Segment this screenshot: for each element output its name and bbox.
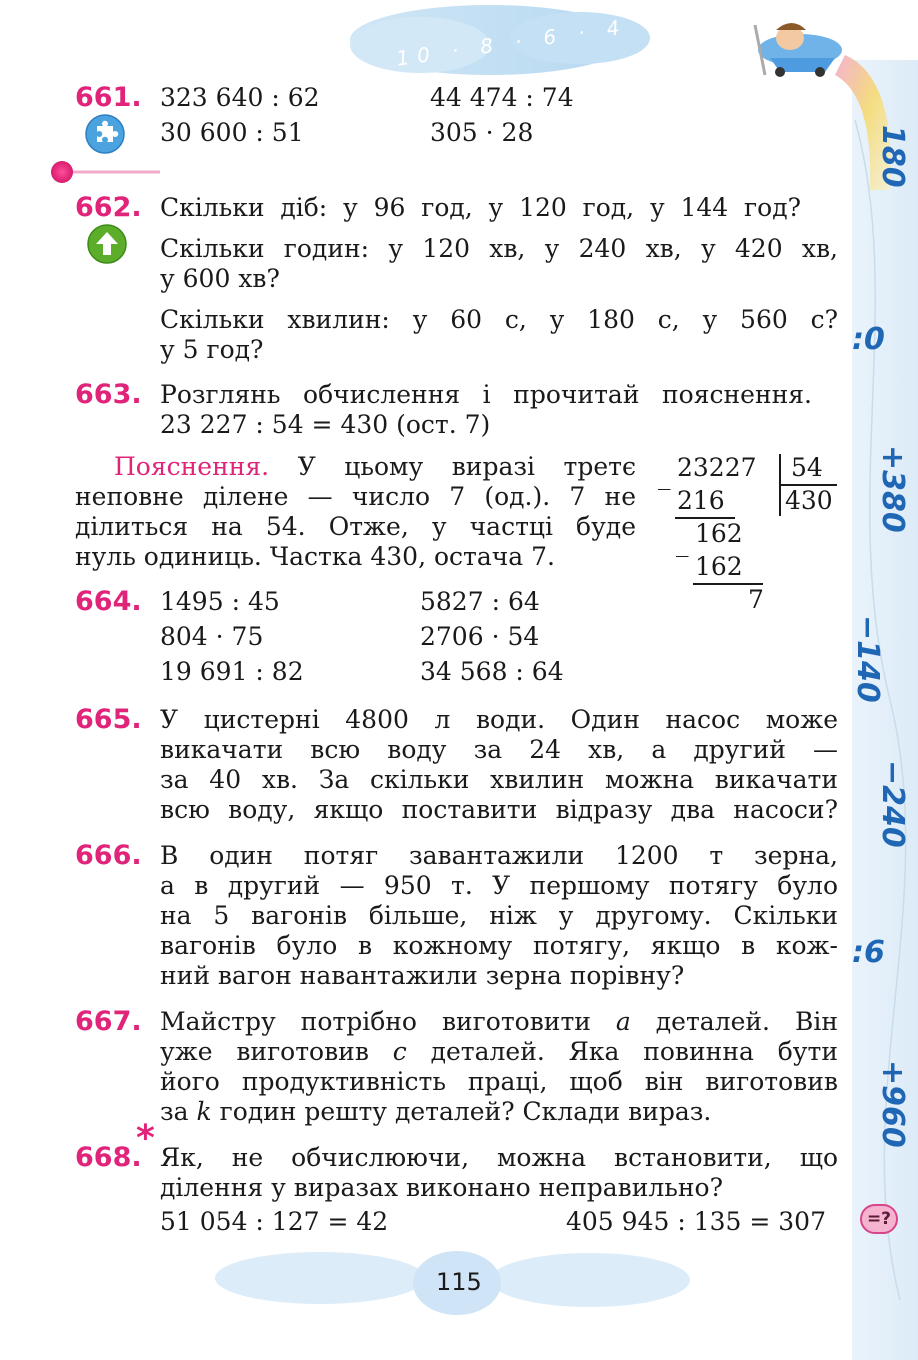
text-665-line1: У цистерні 4800 л води. Один насос може [160, 705, 838, 734]
text-667-line1-a: Майстру потрібно виготовити [160, 1007, 616, 1036]
expr-661-3: 30 600 : 51 [160, 118, 304, 147]
exercise-661-number: 661. [75, 82, 142, 113]
expr-664-3: 804 · 75 [160, 622, 264, 651]
question-badge-icon [860, 1204, 898, 1234]
exercise-663-number: 663. [75, 379, 142, 410]
text-667-line2-b: деталей. Яка повинна бути [406, 1037, 838, 1066]
exercise-664-number: 664. [75, 586, 142, 617]
text-662-line1: Скільки діб: у 96 год, у 120 год, у 144 год? [160, 193, 801, 222]
text-662-line3: у 600 хв? [160, 264, 280, 293]
text-667-line3: його продуктивність праці, щоб він виготовив [160, 1067, 838, 1096]
text-667-line2 [160, 1037, 838, 1067]
text-665-line2: викачати всю воду за 24 хв, а другий — [160, 735, 838, 764]
explanation-line3: ділиться на 54. Отже, у частці буде [75, 512, 636, 541]
division-quotient: 430 [785, 486, 833, 515]
text-666-line2: а в другий — 950 т. У першому потягу було [160, 871, 838, 900]
text-667-line4-a: за [160, 1097, 197, 1126]
text-665-line3: за 40 хв. За скільки хвилин можна викачати [160, 765, 838, 794]
question-badge-text: =? [866, 1209, 892, 1229]
text-665-line4: всю воду, якщо поставити відразу два насоси? [160, 795, 838, 824]
text-667-line1-b: деталей. Він [630, 1007, 838, 1036]
exercise-667-number: 667. [75, 1006, 142, 1037]
variable-k: k [196, 1097, 212, 1126]
expr-664-5: 19 691 : 82 [160, 657, 304, 686]
expr-661-2: 44 474 : 74 [430, 83, 574, 112]
text-663-line2: 23 227 : 54 = 430 (ост. 7) [160, 410, 491, 439]
text-667-line1 [160, 1007, 838, 1037]
puzzle-icon [85, 114, 125, 154]
exercise-668-number: 668. [75, 1142, 142, 1173]
text-667-line2-a: уже виготовив [160, 1037, 393, 1066]
expr-664-4: 2706 · 54 [420, 622, 540, 651]
text-667-line4 [160, 1097, 711, 1127]
equation-668-1: 51 054 : 127 = 42 [160, 1207, 389, 1236]
division-dividend: 23227 [677, 453, 757, 482]
division-minus-1: _ [658, 461, 671, 490]
text-662-line5: у 5 год? [160, 335, 264, 364]
side-number-minus140: −140 [850, 615, 885, 703]
long-division [655, 450, 845, 620]
variable-a: а [615, 1007, 631, 1036]
division-subtrahend-1: 216 [677, 486, 725, 515]
side-number-div0: :0 [852, 322, 885, 357]
text-666-line3: на 5 вагонів більше, ніж у другому. Скільки [160, 901, 838, 930]
text-666-line4: вагонів було в кожному потягу, якщо в кож- [160, 931, 838, 960]
text-662-line4: Скільки хвилин: у 60 с, у 180 с, у 560 с? [160, 305, 838, 334]
explanation-line1 [114, 452, 636, 482]
exercise-665-number: 665. [75, 704, 142, 735]
side-number-180: 180 [875, 125, 910, 188]
text-662-line2: Скільки годин: у 120 хв, у 240 хв, у 420 хв, [160, 234, 838, 263]
division-remainder-1: 162 [695, 519, 743, 548]
exercise-662-number: 662. [75, 192, 142, 223]
side-number-plus960: +960 [875, 1060, 910, 1148]
exercise-666-number: 666. [75, 840, 142, 871]
text-666-line1: В один потяг завантажили 1200 т зерна, [160, 841, 838, 870]
explanation-line4: нуль одиниць. Частка 430, остача 7. [75, 542, 555, 571]
equation-668-2: 405 945 : 135 = 307 [566, 1207, 826, 1236]
text-668-line1: Як, не обчислюючи, можна встановити, що [160, 1143, 838, 1172]
side-number-div6: :6 [852, 935, 885, 970]
explanation-line2: неповне ділене — число 7 (од.). 7 не [75, 482, 636, 511]
expr-664-6: 34 568 : 64 [420, 657, 564, 686]
sky-numbers: 10 · 8 · 6 · 4 · 2 · [394, 1, 721, 71]
text-668-line2: ділення у виразах виконано неправильно? [160, 1173, 724, 1202]
text-663-line1: Розглянь обчислення і прочитай пояснення. [160, 380, 812, 409]
star-mark: * [136, 1118, 155, 1159]
page-number: 115 [436, 1268, 482, 1296]
text-667-line4-b: годин решту деталей? Склади вираз. [211, 1097, 712, 1126]
explanation-label: Пояснення. [114, 452, 270, 481]
side-number-minus240: −240 [875, 760, 910, 848]
expr-661-4: 305 · 28 [430, 118, 534, 147]
explanation-text-1: У цьому виразі третє [297, 452, 636, 481]
division-divisor: 54 [791, 453, 823, 482]
division-subtrahend-2: 162 [695, 552, 743, 581]
side-number-plus380: +380 [875, 445, 910, 533]
expr-664-2: 5827 : 64 [420, 587, 540, 616]
variable-c: с [392, 1037, 407, 1066]
division-remainder: 7 [748, 585, 764, 614]
expr-661-1: 323 640 : 62 [160, 83, 320, 112]
expr-664-1: 1495 : 45 [160, 587, 280, 616]
text-666-line5: ний вагон навантажили зерна порівну? [160, 961, 685, 990]
division-minus-2: _ [676, 528, 689, 557]
up-arrow-icon [87, 224, 127, 264]
